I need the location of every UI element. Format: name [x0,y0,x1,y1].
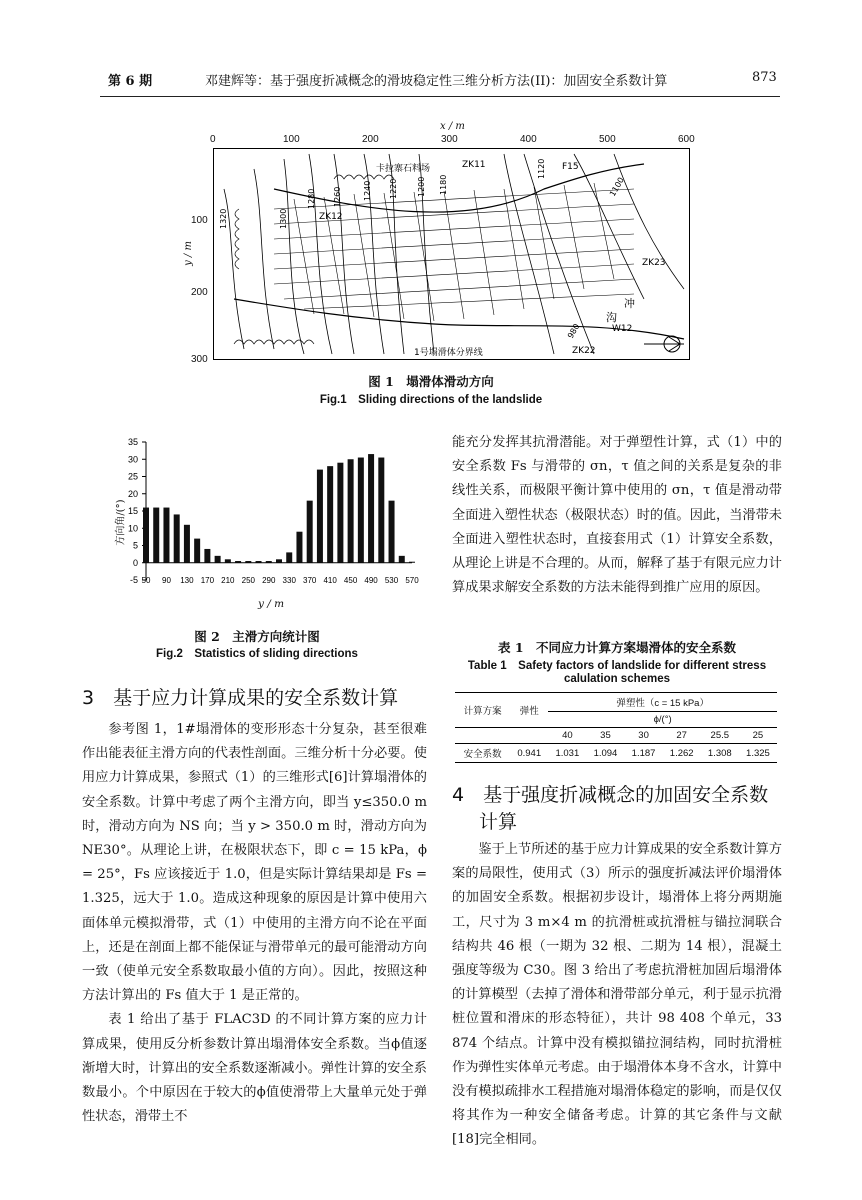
fig1-x-tick: 500 [599,134,616,145]
chart-bar [317,470,323,563]
map-label-zk11: ZK11 [462,160,486,170]
chart-bar [399,556,405,563]
right-column-intro [452,431,782,600]
contour-label: 1120 [537,158,546,179]
contour-label: 1300 [279,208,288,229]
chart-y-tick-label: 0 [132,557,138,568]
table1-value: 1.325 [746,747,770,759]
contour-label: 1260 [333,186,342,207]
chart-y-tick-label: 20 [127,488,138,499]
chart-y-tick-label: -5 [129,575,138,585]
table1-header-scheme: 计算方案 [463,706,502,717]
fig1-y-tick: 200 [191,287,208,298]
sliding-direction-chart [82,432,432,622]
fig1-x-tick: 0 [210,134,216,145]
fig1-y-axis-label: y / m [182,241,194,266]
contour-label: 1180 [439,174,448,195]
chart-bar [194,539,200,563]
chart-bar [245,561,251,563]
table1-phi-value: 40 [562,730,573,741]
section4-body [452,838,782,1153]
table1-value: 1.031 [555,747,580,759]
chart-x-tick-label: 330 [282,576,296,585]
table1-phi-value: 25.5 [710,730,730,741]
chart-bar [378,458,384,563]
chart-x-tick-label: 410 [323,576,337,585]
contour-label: 980 [565,322,582,340]
map-label-zk23: ZK23 [642,258,666,268]
contour-label: 1100 [607,175,626,198]
table1-empty-cell [455,728,510,744]
chart-y-axis-title: 方向角/(°) [115,499,127,546]
contour-label: 1240 [363,180,372,201]
section3-paragraph: 表 1 给出了基于 FLAC3D 的不同计算方案的应力计算成果，使用反分析参数计算出塌滑体安全系数。当ϕ值逐渐增大时，计算出的安全系数逐渐减小。弹性计算的安全系数最小。个中原因在于较大的ϕ值使滑带上大量单元处于弹性状态，滑带土不 [82,1012,427,1125]
chart-svg [82,432,432,622]
section3-title: 3 基于应力计算成果的安全系数计算 [82,687,399,709]
chart-bar [235,561,241,563]
fig1-x-tick: 100 [283,134,300,145]
chart-bar [307,501,313,563]
table1 [455,692,777,763]
table1-phi-value: 27 [676,730,687,741]
table1-caption-en-2: calulation schemes [563,673,671,685]
map-label-boundary: 1号塌滑体分界线 [414,348,483,358]
chart-bar [389,501,395,563]
chart-y-tick-label: 25 [127,471,138,482]
chart-x-tick-label: 490 [364,576,378,585]
chart-x-tick-label: 250 [241,576,255,585]
fig1-x-axis-label: x / m [440,121,465,132]
table1-elastic-value: 0.941 [517,747,542,759]
table1-phi-value: 30 [638,730,649,741]
fig1-x-tick: 400 [520,134,537,145]
chart-x-tick-label: 90 [162,576,171,585]
chart-bar [286,552,292,562]
table1-phi-value: 35 [600,730,611,741]
chart-y-tick-label: 15 [127,506,138,516]
chart-bar [296,532,302,563]
section4-title [452,780,787,834]
map-label-gou: 沟 [606,311,617,324]
table1-caption-cn: 表 1 不同应力计算方案塌滑体的安全系数 [497,640,737,655]
running-title: 邓建辉等：基于强度折减概念的滑坡稳定性三维分析方法(II)：加固安全系数计算 [205,74,668,89]
table1-value: 1.308 [707,747,732,759]
chart-bar [358,458,364,563]
chart-x-tick-label: 290 [262,576,276,585]
map-label-chong: 冲 [624,297,635,310]
table1-row-label: 安全系数 [463,749,502,760]
section3-paragraph: 参考图 1，1#塌滑体的变形形态十分复杂，甚至很难作出能表征主滑方向的代表性剖面。三维分析十分必要。使用应力计算成果，参照式（1）的三维形式[6]计算塌滑体的安全系数。计算中考虑了两个主滑方向，即当 y≤350.0 m 时，滑动方向为 NS 向；当 y > 350.0 m 时，滑动方向为 NE30°。从理论上讲，在极限状态下，即 c = 15 kPa，ϕ = 25°，Fs 应该接近于 1.0，但是实际计算结果却是 Fs = 1.325，远大于 1.0。造成这种现象的原因是计算中使用六面体单元模拟滑带，式（1）中使用的主滑方向不论在平面上，还是在剖面上都不能保证与滑带单元的最可能滑动方向一致（使单元安全系数取最小值的方向）。因此，按照这种方法计算出的 Fs 值大于 1 是正常的。 [82,722,427,1004]
map-label-zk12: ZK12 [319,212,343,222]
chart-bar [368,454,374,563]
fig1-caption-en: Fig.1 Sliding directions of the landslide [319,394,543,406]
fig1-x-tick: 600 [678,134,695,145]
chart-bar [184,525,190,563]
chart-bar [266,561,272,563]
contour-label: 1220 [389,178,398,199]
chart-y-tick-label: 35 [127,437,138,447]
table1-value: 1.262 [669,747,694,759]
page-number: 873 [752,70,777,85]
fig1-y-tick: 300 [191,354,208,365]
right-column-paragraph: 能充分发挥其抗滑潜能。对于弹塑性计算，式（1）中的安全系数 Fs 与滑带的 σn，τ 值之间的关系是复杂的非线性关系，而极限平衡计算中使用的 σn，τ 值是滑动带全面进入塑性状态（极限状态）时的值。因此，当滑带未全面进入塑性状态时，直接套用式（1）计算安全系数，从理论上讲是不合理的。从而，解释了基于有限元应力计算成果求解安全系数的方法未能得到推广应用的原因。 [452,435,782,596]
contour-label: 1320 [219,208,228,229]
map-label-quarry: 卡拉寨石料场 [376,164,431,174]
table1-header-elastic: 弹性 [519,706,539,717]
chart-x-tick-label: 450 [343,576,358,585]
header-rule [100,96,780,97]
chart-bar [174,514,180,562]
chart-x-tick-label: 570 [405,576,419,585]
chart-bar [256,561,262,563]
map-label-f15: F15 [562,162,579,172]
table1-phi-value: 25 [752,730,764,741]
chart-y-tick-label: 10 [127,523,138,534]
chart-y-tick-label: 30 [127,454,138,465]
chart-x-tick-label: 170 [200,576,215,585]
table1-header-elastoplastic: 弹塑性（c = 15 kPa） [548,693,777,712]
chart-bar [225,559,231,562]
chart-x-tick-label: 50 [141,576,151,585]
section4-paragraph: 鉴于上节所述的基于应力计算成果的安全系数计算方案的局限性，使用式（3）所示的强度折减法评价塌滑体的加固安全系数。根据初步设计，塌滑体上将分两期施工，尺寸为 3 m×4 m 的抗滑桩或抗滑桩与锚拉洞联合结构共 46 根（一期为 32 根、二期为 14 根），混凝土强度等级为 C30。图 3 给出了考虑抗滑桩加固后塌滑体的计算模型（去掉了滑体和滑带部分单元，利于显示抗滑桩位置和滑床的形态特征），共计 98 408 个单元，33 874 个结点。计算中没有模拟锚拉洞结构，同时抗滑桩作为弹性实体单元考虑。由于塌滑体本身不含水，计算中没有模拟疏排水工程措施对塌滑体稳定的影响，而是仅仅将其作为一种安全储备考虑。计算的其它条件与文献[18]完全相同。 [452,842,782,1148]
running-header [0,70,862,96]
chart-bar [204,549,210,563]
issue-number: 第 6 期 [108,74,153,89]
chart-bar [409,562,415,563]
section4-title-line2: 计算 [479,811,518,833]
chart-bar [215,556,221,563]
table1-empty-cell [510,728,548,744]
map-label-w12: W12 [612,324,633,334]
table1-caption-en-1: Table 1 Safety factors of landslide for different stress [467,660,767,672]
chart-bar [163,508,169,563]
chart-x-tick-label: 530 [384,576,399,585]
chart-bar [337,463,343,563]
section4-title-line1: 4 基于强度折减概念的加固安全系数 [452,784,769,806]
chart-x-axis-title: y / m [258,598,285,610]
chart-x-tick-label: 210 [221,576,235,585]
fig1-caption-cn: 图 1 塌滑体滑动方向 [368,374,494,389]
chart-bar [153,508,159,563]
table1-grid [455,692,777,763]
contour-label: 1200 [417,176,426,197]
table1-value: 1.094 [593,747,618,759]
table1-value: 1.187 [631,747,656,759]
contour-label: 1280 [307,188,316,209]
chart-x-tick-label: 130 [180,576,194,585]
chart-bar [276,559,282,562]
map-label-zk22: ZK22 [572,346,596,356]
fig2-caption-cn: 图 2 主滑方向统计图 [194,629,320,644]
table1-header-phi: ϕ/(°) [653,714,672,725]
chart-bar [143,508,149,563]
chart-bar [327,466,333,563]
landslide-map-drawing [214,149,689,359]
chart-x-tick-label: 370 [303,576,317,585]
fig2-caption-en: Fig.2 Statistics of sliding directions [156,648,358,660]
fig1-x-tick: 300 [441,134,458,145]
landslide-map [213,148,690,360]
chart-bar [348,459,354,563]
fig1-y-tick: 100 [191,215,208,226]
section3-body [82,718,427,1129]
chart-y-tick-label: 5 [132,540,138,551]
fig1-x-tick: 200 [362,134,379,145]
